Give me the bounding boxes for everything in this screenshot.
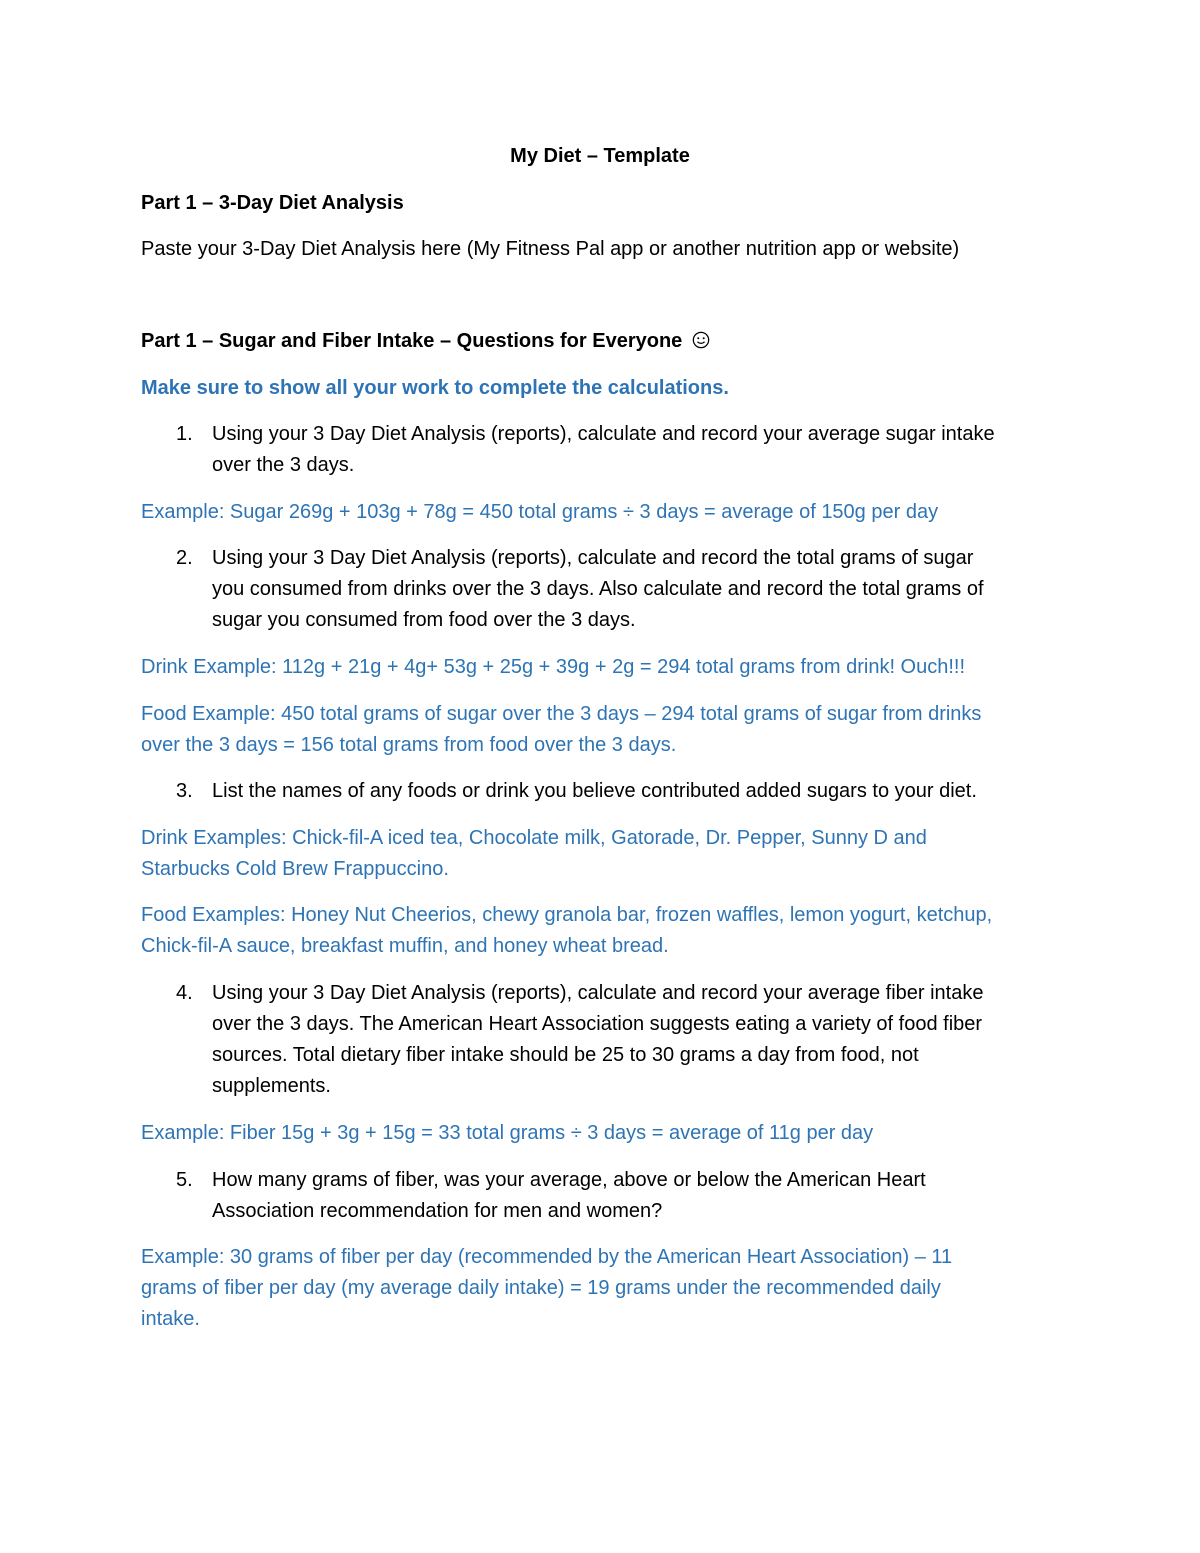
example-q5-line-3: intake. xyxy=(141,1308,200,1330)
example-q2-food-line-2: over the 3 days = 156 total grams from food over the 3 days. xyxy=(141,734,677,756)
question-4-line-2: over the 3 days. The American Heart Association suggests eating a variety of food fiber xyxy=(212,1013,983,1035)
question-4-number: 4. xyxy=(176,982,193,1004)
example-q3-food-line-1: Food Examples: Honey Nut Cheerios, chewy granola bar, frozen waffles, lemon yogurt, ketchup, xyxy=(141,904,993,926)
question-1-number: 1. xyxy=(176,423,193,445)
part1-instruction: Paste your 3-Day Diet Analysis here (My Fitness Pal app or another nutrition app or website) xyxy=(141,238,960,260)
question-1-line-1: Using your 3 Day Diet Analysis (reports), calculate and record your average sugar intake xyxy=(212,423,995,445)
example-q1: Example: Sugar 269g + 103g + 78g = 450 total grams ÷ 3 days = average of 150g per day xyxy=(141,501,939,523)
example-q2-food-line-1: Food Example: 450 total grams of sugar over the 3 days – 294 total grams of sugar from drinks xyxy=(141,703,982,725)
question-4-line-4: supplements. xyxy=(212,1075,331,1097)
example-q4: Example: Fiber 15g + 3g + 15g = 33 total grams ÷ 3 days = average of 11g per day xyxy=(141,1122,874,1144)
question-4-line-3: sources. Total dietary fiber intake should be 25 to 30 grams a day from food, not xyxy=(212,1044,919,1066)
part1-heading: Part 1 – 3-Day Diet Analysis xyxy=(141,192,404,214)
smiley-face-icon xyxy=(692,331,710,349)
question-2-line-2: you consumed from drinks over the 3 days. Also calculate and record the total grams of xyxy=(212,578,984,600)
example-q2-drink: Drink Example: 112g + 21g + 4g+ 53g + 25g + 39g + 2g = 294 total grams from drink! Ouch!!! xyxy=(141,656,966,678)
part1b-heading-text: Part 1 – Sugar and Fiber Intake – Questions for Everyone xyxy=(141,330,683,352)
page-title: My Diet – Template xyxy=(510,145,690,167)
question-2-line-3: sugar you consumed from food over the 3 days. xyxy=(212,609,636,631)
example-q3-drink-line-2: Starbucks Cold Brew Frappuccino. xyxy=(141,858,449,880)
question-5-number: 5. xyxy=(176,1169,193,1191)
question-2-number: 2. xyxy=(176,547,193,569)
example-q5-line-2: grams of fiber per day (my average daily intake) = 19 grams under the recommended daily xyxy=(141,1277,941,1299)
question-4-line-1: Using your 3 Day Diet Analysis (reports), calculate and record your average fiber intake xyxy=(212,982,984,1004)
part1b-heading xyxy=(141,326,710,357)
question-3-line-1: List the names of any foods or drink you believe contributed added sugars to your diet. xyxy=(212,780,977,802)
show-work-note: Make sure to show all your work to complete the calculations. xyxy=(141,377,729,399)
question-5-line-1: How many grams of fiber, was your average, above or below the American Heart xyxy=(212,1169,926,1191)
example-q3-drink-line-1: Drink Examples: Chick-fil-A iced tea, Chocolate milk, Gatorade, Dr. Pepper, Sunny D and xyxy=(141,827,927,849)
question-1-line-2: over the 3 days. xyxy=(212,454,355,476)
question-5-line-2: Association recommendation for men and women? xyxy=(212,1200,663,1222)
example-q3-food-line-2: Chick-fil-A sauce, breakfast muffin, and honey wheat bread. xyxy=(141,935,669,957)
question-3-number: 3. xyxy=(176,780,193,802)
question-2-line-1: Using your 3 Day Diet Analysis (reports), calculate and record the total grams of sugar xyxy=(212,547,974,569)
example-q5-line-1: Example: 30 grams of fiber per day (recommended by the American Heart Association) – 11 xyxy=(141,1246,953,1268)
